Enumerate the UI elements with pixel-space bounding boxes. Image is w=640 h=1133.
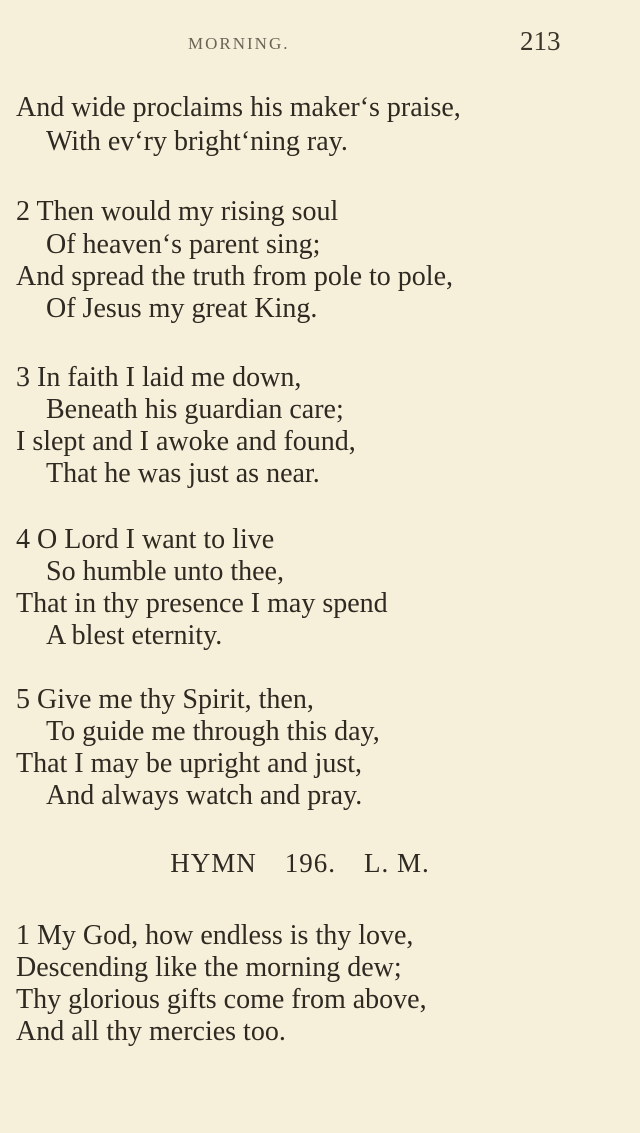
verse-line: A blest eternity. <box>46 620 223 651</box>
hymn-label: HYMN <box>170 848 257 878</box>
verse-line: That he was just as near. <box>46 458 320 489</box>
verse-line: Beneath his guardian care; <box>46 394 344 425</box>
verse-line: 3 In faith I laid me down, <box>16 362 302 393</box>
verse-line: Of heaven‘s parent sing; <box>46 229 321 260</box>
verse-line: 4 O Lord I want to live <box>16 524 275 555</box>
verse-line: 2 Then would my rising soul <box>16 196 339 227</box>
verse-line: And all thy mercies too. <box>16 1016 286 1047</box>
hymn-meter: L. M. <box>364 848 430 878</box>
verse-line: With ev‘ry bright‘ning ray. <box>46 126 348 157</box>
verse-line: 5 Give me thy Spirit, then, <box>16 684 314 715</box>
verse-line: That I may be upright and just, <box>16 748 363 779</box>
verse-line: And spread the truth from pole to pole, <box>16 261 454 292</box>
verse-line: To guide me through this day, <box>46 716 380 747</box>
page-header <box>0 26 640 56</box>
verse-line: Thy glorious gifts come from above, <box>16 984 427 1015</box>
verse-line: And wide proclaims his maker‘s praise, <box>16 92 461 123</box>
hymn-title <box>0 848 600 879</box>
verse-line: So humble unto thee, <box>46 556 284 587</box>
verse-line: That in thy presence I may spend <box>16 588 388 619</box>
page-number: 213 <box>520 26 561 56</box>
verse-line: I slept and I awoke and found, <box>16 426 356 457</box>
verse-line: And always watch and pray. <box>46 780 363 811</box>
verse-line: Of Jesus my great King. <box>46 293 318 324</box>
hymn-number: 196. <box>284 848 336 878</box>
verse-line: Descending like the morning dew; <box>16 952 402 983</box>
running-head: MORNING. <box>188 34 290 53</box>
verse-line: 1 My God, how endless is thy love, <box>16 920 414 951</box>
